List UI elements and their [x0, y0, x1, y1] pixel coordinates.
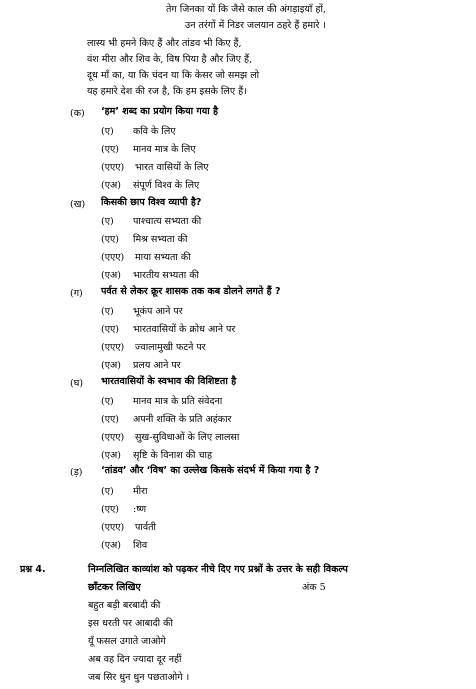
option-label: (एएए) — [101, 522, 125, 533]
option-label: (एए) — [101, 504, 119, 515]
option-label: (ए) — [101, 486, 114, 497]
question-text: ‘तांडव’ और ‘विष’ का उल्लेख किसके संदर्भ में किया गया है ? — [101, 465, 320, 476]
option-text: सुख-सुविधाओं के लिए लालसा — [135, 432, 240, 443]
option-label: (एअ) — [101, 450, 121, 461]
option-label: (एएए) — [101, 342, 125, 353]
option-text: मानव मात्र के लिए — [133, 144, 196, 155]
option-label: (ए) — [101, 306, 114, 317]
option-text: प्रलय आने पर — [133, 360, 181, 371]
option-text: पाश्चात्य सभ्यता की — [133, 216, 202, 227]
option-text: ज्वालामुखी फटने पर — [135, 342, 206, 353]
option-label: (एएए) — [101, 252, 125, 263]
option-text: भूकंप आने पर — [133, 306, 183, 317]
question-label: (ख) — [70, 199, 86, 210]
question-label: (क) — [70, 108, 85, 119]
question-text: ‘हम’ शब्द का प्रयोग किया गया है — [101, 106, 219, 117]
option-label: (ए) — [101, 126, 114, 137]
option-text: संपूर्ण विश्व के लिए — [133, 180, 200, 191]
poem-line: दूध माँ का, या कि चंदन या कि केसर जो समझ लो — [87, 70, 260, 81]
option-text: शिव — [133, 540, 148, 551]
option-text: भारतवासियों के क्रोध आने पर — [133, 324, 236, 335]
option-label: (एएए) — [101, 432, 125, 443]
question-number: प्रश्न 4. — [20, 564, 46, 575]
option-label: (ए) — [101, 396, 114, 407]
poem-line: बहुत बड़ी बरबादी की — [88, 600, 161, 611]
option-label: (एअ) — [101, 180, 121, 191]
poem-line: वंश मीरा और शिव के, विष पिया है और जिए हैं, — [87, 54, 253, 65]
poem-line: अब वह दिन ज्यादा दूर नहीं — [88, 654, 182, 665]
option-text: भारतीय सभ्यता की — [133, 270, 199, 281]
option-text: अपनी शक्ति के प्रति अहंकार — [133, 414, 232, 425]
option-text: पार्वती — [135, 522, 157, 533]
option-label: (एअ) — [101, 360, 121, 371]
option-label: (एअ) — [101, 270, 121, 281]
poem-line: यह हमारे देश की रज है, कि हम इसके लिए हैं। — [87, 86, 247, 97]
marks-label: अंक 5 — [302, 582, 326, 593]
poem-line: यूँ फसल उगाते जाओगे — [88, 636, 166, 647]
option-text: मानव मात्र के प्रति संवेदना — [133, 396, 223, 407]
question-label: (घ) — [70, 378, 84, 389]
option-text: माया सभ्यता की — [135, 252, 191, 263]
question-instruction-cont: छाँटकर लिखिए — [88, 582, 141, 593]
option-text: :ष्ण — [133, 504, 147, 515]
question-label: (ग) — [70, 288, 83, 299]
option-text: सृष्टि के विनाश की चाह — [133, 450, 213, 461]
poem-line: उन तरंगों में निडर जलयान ठहरे हैं हमारे । — [185, 20, 327, 31]
poem-line: जब सिर धुन धुन पछताओगे । — [88, 672, 190, 683]
option-text: मिश्र सभ्यता की — [133, 234, 188, 245]
option-label: (एए) — [101, 414, 119, 425]
option-label: (एअ) — [101, 540, 121, 551]
question-text: भारतवासियों के स्वभाव की विशिष्टता है — [101, 376, 237, 387]
option-label: (एएए) — [101, 162, 125, 173]
option-label: (एए) — [101, 234, 119, 245]
question-label: (ड़) — [70, 467, 83, 478]
option-text: भारत वासियों के लिए — [135, 162, 209, 173]
question-text: पर्वत से लेकर क्रूर शासक तक कब डोलने लगते हैं ? — [101, 286, 281, 297]
question-text: किसकी छाप विश्व व्यापी है? — [101, 197, 202, 208]
option-label: (एए) — [101, 144, 119, 155]
poem-line: इस धरती पर आबादी की — [88, 618, 173, 629]
poem-line: तेग जिनका यों कि जैसे काल की अंगड़ाइयाँ हों, — [166, 4, 326, 15]
question-instruction: निम्नलिखित काव्यांश को पढ़कर नीचे दिए गए प्रश्नों के उत्तर के सही विकल्प — [88, 564, 348, 575]
option-text: कवि के लिए — [133, 126, 176, 137]
option-text: मीरा — [133, 486, 148, 497]
option-label: (ए) — [101, 216, 114, 227]
option-label: (एए) — [101, 324, 119, 335]
poem-line: लास्य भी हमने किए हैं और तांडव भी किए हैं, — [87, 38, 242, 49]
